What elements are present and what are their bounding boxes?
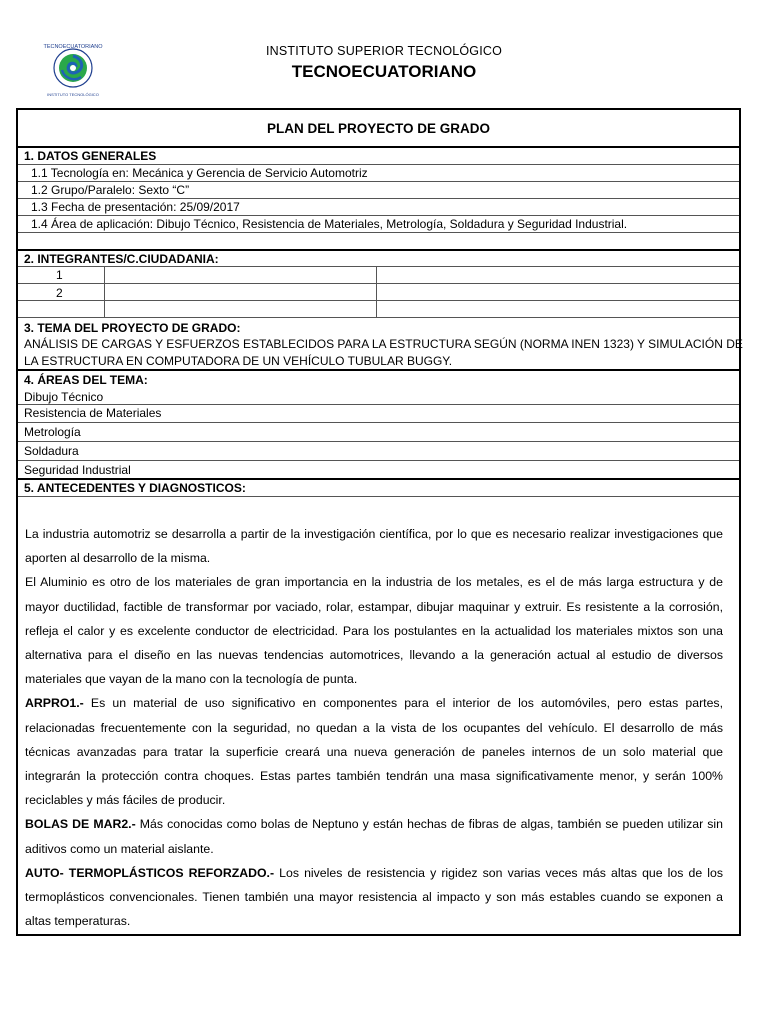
- project-plan-form: [16, 108, 741, 936]
- area-item: Soldadura: [24, 444, 79, 458]
- row-divider: [18, 404, 739, 405]
- row-divider: [18, 496, 739, 497]
- paragraph-label: ARPRO1.-: [25, 696, 84, 711]
- paragraph: El Aluminio es otro de los materiales de gran importancia en la industria de los metales, es el de más larga estructura y de mayor ductilidad, factible de transformar por vaciado, rolar, estampar, dibujar maquinar y extruir. Es resistente a la corrosión, refleja el calor y es excelente conductor de electricidad. Para los postulantes en la actualidad los materiales mixtos son una alternativa para el diseño en las nuevas tendencias automotrices, llevando a la generación actual al estudio de diversos materiales que vayan de la mano con la tecnología de punta.: [25, 575, 723, 687]
- row-divider: [18, 422, 739, 423]
- institute-line2: TECNOECUATORIANO: [291, 62, 477, 81]
- datos-fecha: 1.3 Fecha de presentación: 25/09/2017: [31, 200, 240, 214]
- section-divider: [18, 249, 739, 251]
- paragraph: [25, 691, 723, 812]
- paragraph-text: Los niveles de resistencia y rigidez son varias veces más altas que los de los termoplásticos convencionales. Tienen también una mayor resistencia al impacto y son más estables cuando se exponen a altas temperaturas.: [25, 865, 723, 929]
- area-item: Resistencia de Materiales: [24, 406, 162, 420]
- column-divider: [104, 266, 105, 317]
- row-divider: [18, 317, 739, 318]
- doc-title: PLAN DEL PROYECTO DE GRADO: [266, 121, 491, 136]
- row-divider: [18, 164, 739, 165]
- row-divider: [18, 181, 739, 182]
- row-divider: [18, 460, 739, 461]
- antecedentes-body: [25, 522, 723, 933]
- tema-heading: 3. TEMA DEL PROYECTO DE GRADO:: [24, 321, 241, 335]
- row-divider: [18, 215, 739, 216]
- row-divider: [18, 198, 739, 199]
- integrante-number: 1: [56, 268, 63, 282]
- row-divider: [18, 266, 739, 267]
- datos-grupo: 1.2 Grupo/Paralelo: Sexto “C”: [31, 183, 190, 197]
- datos-heading: 1. DATOS GENERALES: [24, 149, 157, 163]
- paragraph-text: Más conocidas como bolas de Neptuno y están hechas de fibras de algas, también se pueden utilizar sin aditivos como un material aislante.: [25, 817, 723, 856]
- column-divider: [376, 266, 377, 317]
- tema-line1: ANÁLISIS DE CARGAS Y ESFUERZOS ESTABLECIDOS PARA LA ESTRUCTURA SEGÚN (NORMA INEN 1323) Y SIMULACIÓN DE: [24, 337, 743, 351]
- institute-line1: INSTITUTO SUPERIOR TECNOLÓGICO: [265, 44, 503, 58]
- logo-name: TECNOECUATORIANO: [43, 44, 103, 50]
- antecedentes-heading: 5. ANTECEDENTES Y DIAGNOSTICOS:: [24, 481, 246, 495]
- row-divider: [18, 300, 739, 301]
- areas-heading: 4. ÁREAS DEL TEMA:: [24, 373, 148, 387]
- datos-area: 1.4 Área de aplicación: Dibujo Técnico, Resistencia de Materiales, Metrología, Soldadura y Seguridad Industrial.: [31, 217, 628, 231]
- tema-line2: LA ESTRUCTURA EN COMPUTADORA DE UN VEHÍCULO TUBULAR BUGGY.: [24, 354, 453, 368]
- integrantes-heading: 2. INTEGRANTES/C.CIUDADANIA:: [24, 252, 219, 266]
- logo-subtitle: INSTITUTO TECNOLÓGICO: [47, 92, 99, 97]
- paragraph: La industria automotriz se desarrolla a partir de la investigación científica, por lo que es necesario realizar investigaciones que aporten al desarrollo de la misma.: [25, 527, 723, 566]
- datos-tecnologia: 1.1 Tecnología en: Mecánica y Gerencia de Servicio Automotriz: [31, 166, 368, 180]
- area-item: Metrología: [24, 425, 81, 439]
- paragraph-label: AUTO- TERMOPLÁSTICOS REFORZADO.-: [25, 865, 275, 880]
- area-item: Seguridad Industrial: [24, 463, 131, 477]
- row-divider: [18, 441, 739, 442]
- section-divider: [18, 478, 739, 480]
- section-divider: [18, 369, 739, 371]
- paragraph: [25, 812, 723, 860]
- paragraph: [25, 861, 723, 934]
- row-divider: [18, 232, 739, 233]
- area-item: Dibujo Técnico: [24, 390, 104, 404]
- integrante-number: 2: [56, 286, 63, 300]
- paragraph-text: Es un material de uso significativo en componentes para el interior de los automóviles, pero estas partes, relacionadas frecuentemente con la seguridad, no quedan a la vista de los ocupantes del vehículo. El desarrollo de más técnicas avanzadas para tratar la superficie creará una nueva generación de paneles internos de un solo material que integrarán la protección contra choques. Estas partes también tendrán una masa significativamente menor, y serán 100% reciclables y más fáciles de producir.: [25, 696, 723, 808]
- paragraph-label: BOLAS DE MAR2.-: [25, 817, 136, 832]
- section-divider: [18, 146, 739, 148]
- row-divider: [18, 283, 739, 284]
